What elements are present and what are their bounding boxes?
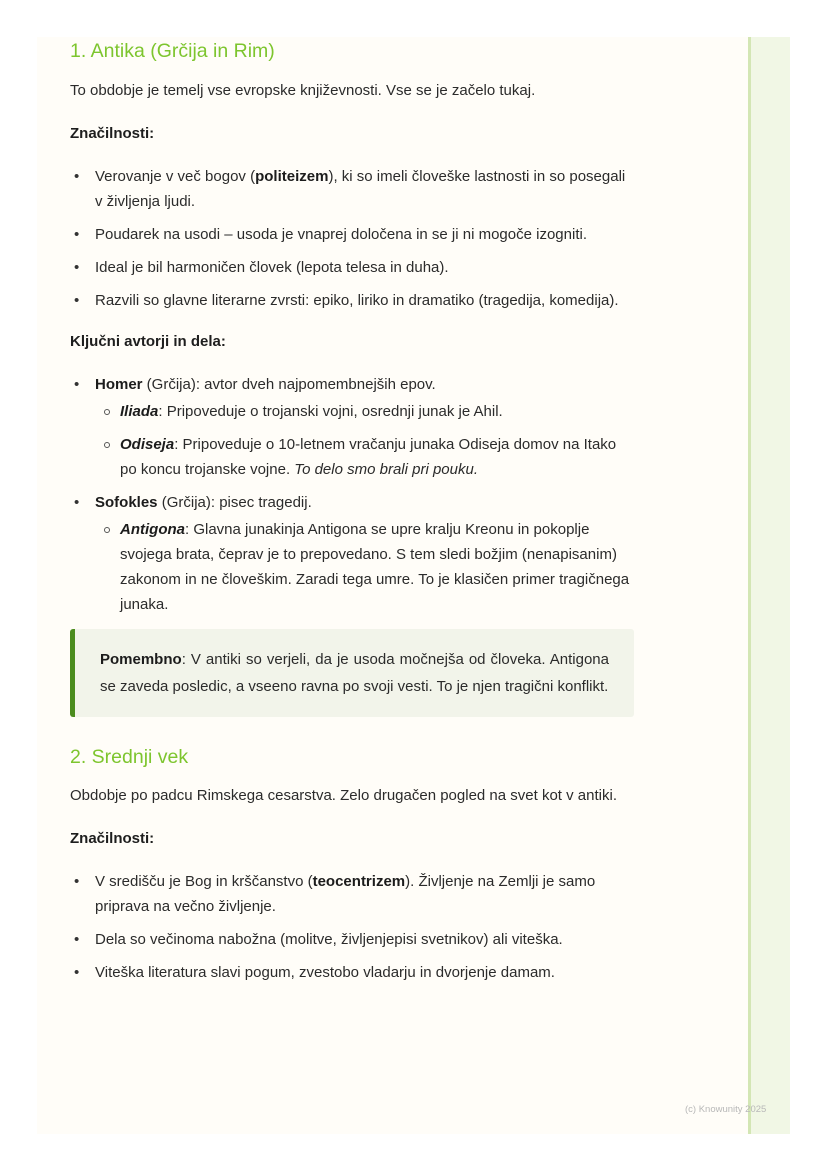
work-title: Odiseja bbox=[120, 436, 175, 453]
text: ), ki so imeli človeške lastnosti in so posegali v življenja ljudi. bbox=[95, 168, 626, 210]
list-item bbox=[70, 869, 634, 919]
content bbox=[70, 37, 634, 993]
important-callout bbox=[70, 629, 634, 717]
bold-term: teocentrizem bbox=[312, 873, 406, 890]
text: ). Življenje na Zemlji je samo priprava na večno življenje. bbox=[95, 873, 596, 915]
features-label: Značilnosti: bbox=[70, 830, 155, 847]
section-heading-antika: 1. Antika (Grčija in Rim) bbox=[70, 40, 275, 62]
side-stripe bbox=[748, 37, 790, 1134]
features-list bbox=[70, 164, 634, 313]
callout-text: : V antiki so verjeli, da je usoda močnejša od človeka. Antigona se zaveda posledic, a vseeno ravna po svoji vesti. To je njen tragični konflikt. bbox=[100, 651, 609, 695]
work-text: : Glavna junakinja Antigona se upre kralju Kreonu in pokoplje svojega brata, čeprav je to prepovedano. S tem sledi božjim (nenapisanim) zakonom in ne človeškim. Zaradi tega umre. To je klasičen primer tragičnega junaka. bbox=[120, 521, 630, 613]
works-list bbox=[95, 517, 634, 617]
list-item: • Poudarek na usodi – usoda je vnaprej določena in se ji ni mogoče izogniti. bbox=[70, 222, 634, 247]
author-name: Sofokles bbox=[95, 494, 158, 511]
list-item: • Dela so večinoma nabožna (molitve, življenjepisi svetnikov) ali viteška. bbox=[70, 927, 634, 952]
work-item bbox=[95, 517, 634, 617]
section-intro: To obdobje je temelj vse evropske književnosti. Vse se je začelo tukaj. bbox=[70, 82, 536, 99]
author-desc: (Grčija): avtor dveh najpomembnejših epov. bbox=[142, 376, 436, 393]
document-page bbox=[37, 37, 790, 1134]
list-item bbox=[70, 164, 634, 214]
section-intro: Obdobje po padcu Rimskega cesarstva. Zelo drugačen pogled na svet kot v antiki. bbox=[70, 787, 617, 804]
list-item: • Ideal je bil harmoničen človek (lepota telesa in duha). bbox=[70, 255, 634, 280]
work-text: : Pripoveduje o trojanski vojni, osrednji junak je Ahil. bbox=[158, 403, 503, 420]
work-text: : Pripoveduje o 10-letnem vračanju junaka Odiseja domov na Itako po koncu trojanske vojne. bbox=[120, 436, 617, 478]
list-item: • Viteška literatura slavi pogum, zvestobo vladarju in dvorjenje damam. bbox=[70, 960, 634, 985]
list-item: • Razvili so glavne literarne zvrsti: epiko, liriko in dramatiko (tragedija, komedija). bbox=[70, 288, 634, 313]
authors-list bbox=[70, 372, 634, 617]
work-item bbox=[95, 399, 634, 424]
author-name: Homer bbox=[95, 376, 143, 393]
callout-label: Pomembno bbox=[100, 651, 182, 668]
text: Verovanje v več bogov ( bbox=[95, 168, 256, 185]
author-item-homer bbox=[70, 372, 634, 482]
author-item-sofokles bbox=[70, 490, 634, 617]
work-note: To delo smo brali pri pouku. bbox=[294, 461, 478, 478]
work-item bbox=[95, 432, 634, 482]
features-label: Značilnosti: bbox=[70, 125, 155, 142]
work-title: Antigona bbox=[120, 521, 185, 538]
works-list bbox=[95, 399, 634, 482]
section-heading-srednji-vek: 2. Srednji vek bbox=[70, 746, 189, 768]
author-desc: (Grčija): pisec tragedij. bbox=[157, 494, 312, 511]
work-title: Iliada bbox=[120, 403, 159, 420]
authors-label: Ključni avtorji in dela: bbox=[70, 333, 226, 350]
bold-term: politeizem bbox=[255, 168, 329, 185]
text: V središču je Bog in krščanstvo ( bbox=[95, 873, 313, 890]
features-list bbox=[70, 869, 634, 985]
copyright-footer: (c) Knowunity 2025 bbox=[685, 1104, 767, 1115]
